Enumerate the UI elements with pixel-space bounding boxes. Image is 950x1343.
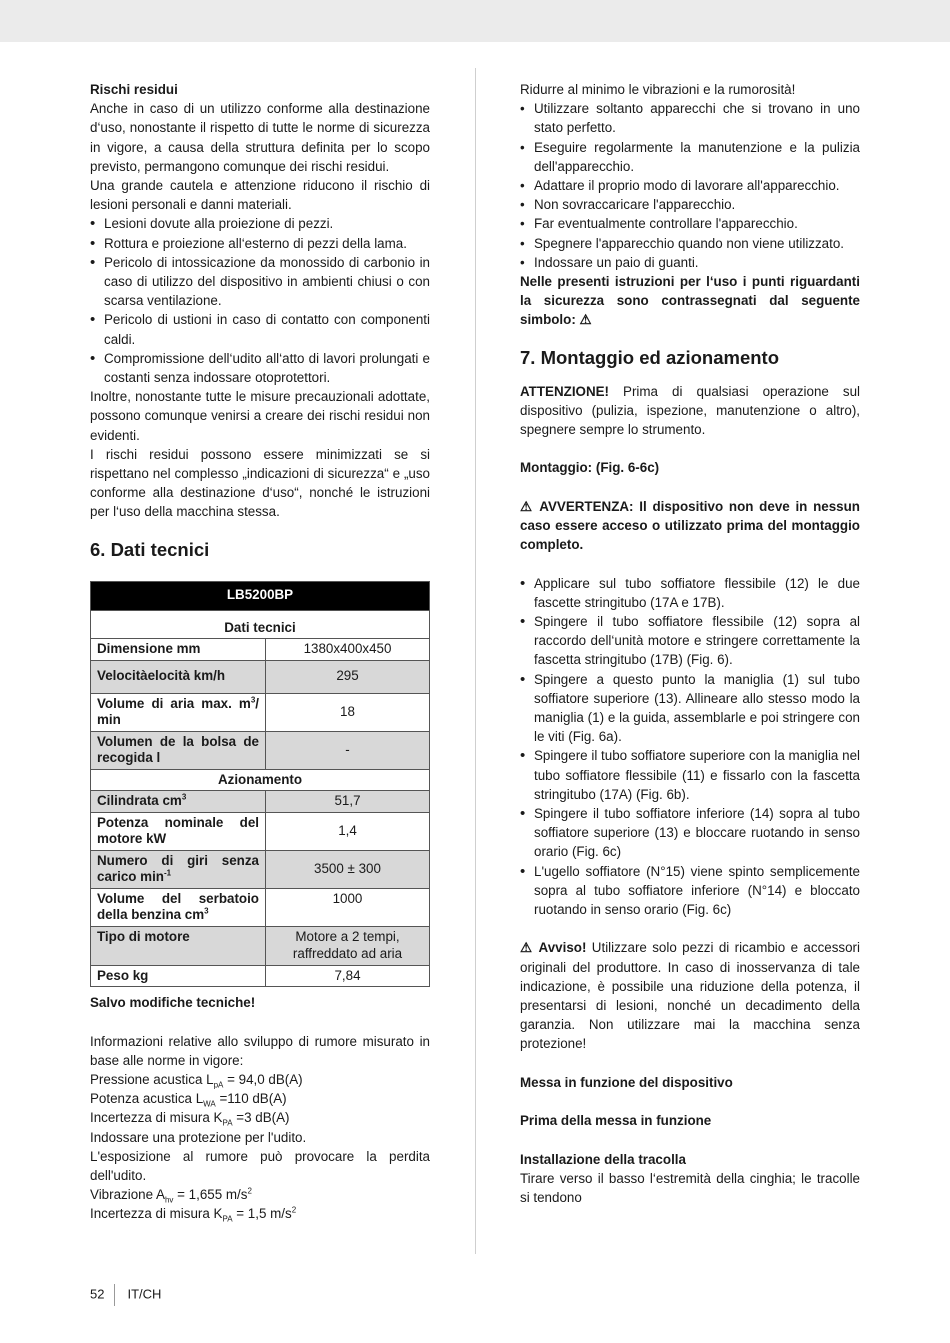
row-value: 18	[266, 693, 430, 731]
tech-changes-note: Salvo modifiche tecniche!	[90, 995, 256, 1011]
sound-pressure: Pressione acustica $L_{pA} = 94,0$ dB(A)	[90, 1071, 303, 1090]
strap-text: Tirare verso il basso l‘estremità della cinghia; le tracolle si tendono	[520, 1170, 860, 1206]
page-number: 52	[90, 1286, 105, 1302]
row-label: Dimensione mm	[91, 639, 266, 661]
assembly-step: • Applicare sul tubo soffiatore flessibile (12) le due fascette stringitubo (17A e 17B).	[520, 574, 860, 612]
risk-item: • Rottura e proiezione all‘esterno di pezzi della lama.	[90, 234, 430, 253]
noise-exposure: L'esposizione al rumore può provocare la perdita dell'udito.	[90, 1148, 430, 1183]
assembly-step: • Spingere a questo punto la maniglia (1) sul tubo soffiatore superiore (13). Allineare allo stesso modo la maniglia (1) e la guida, assemblarle e poi stringere con le viti (Fig. 6a).	[520, 670, 860, 747]
assembly-step: • L'ugello soffiatore (N°15) viene spinto semplicemente sopra al tubo soffiatore inferiore (N°14) e bloccato ruotando in senso orario (Fig. 6c)	[520, 862, 860, 920]
row-value: 1,4	[266, 812, 430, 850]
top-band	[0, 0, 950, 42]
table-row	[91, 888, 430, 926]
table-row	[91, 639, 430, 661]
tips-list	[520, 99, 860, 272]
row-value: -	[266, 731, 430, 769]
locale-code: IT/CH	[127, 1286, 162, 1302]
residual-paragraph-2: Una grande cautela e attenzione riducono il rischio di lesioni personali e danni materiali.	[90, 178, 430, 213]
row-label: Velocitàelocità km/h	[91, 660, 266, 693]
residual-risks-heading: Rischi residui	[90, 82, 178, 97]
sound-power: Potenza acustica $L_{WA} =110$ dB(A)	[90, 1091, 287, 1109]
left-column	[90, 80, 430, 1224]
tip-item: • Spegnere l'apparecchio quando non viene utilizzato.	[520, 234, 860, 253]
residual-paragraph-1: Anche in caso di un utilizzo conforme alla destinazione d‘uso, nonostante il rispetto di tutte le norme di sicurezza in vigore, a causa della struttura definita per lo scopo previsto, permangono comunque dei rischi residui.	[90, 101, 430, 174]
row-label: Potenza nominale del motore kW	[91, 812, 266, 850]
attention-paragraph: ATTENZIONE! Prima di qualsiasi operazione sul dispositivo (pulizia, ispezione, manutenzione o altro), spegnere sempre lo strumento.	[520, 383, 860, 438]
column-divider	[475, 68, 476, 1254]
row-label: Volume del serbatoio della benzina $cm^3$	[91, 888, 266, 926]
row-value: 295	[266, 660, 430, 693]
row-value: 1000	[266, 888, 430, 926]
risk-item: • Compromissione dell‘udito all‘atto di lavori prolungati e costanti senza indossare otoprotettori.	[90, 349, 430, 387]
uncertainty-vibration: Incertezza di misura $K_{PA} = 1,5$ $m/s^2$	[90, 1205, 297, 1225]
residual-paragraph-4: I rischi residui possono essere minimizzati se si rispettano nel complesso „indicazioni di sicurezza“ e „uso conforme alla destinazione d‘uso“, nonché le istruzioni per l‘uso della macchina stessa.	[90, 446, 430, 520]
commissioning-heading: Messa in funzione del dispositivo	[520, 1074, 733, 1090]
table-row	[91, 660, 430, 693]
strap-heading: Installazione della tracolla	[520, 1151, 686, 1167]
row-value: 7,84	[266, 965, 430, 987]
row-value: 3500 ± 300	[266, 850, 430, 888]
page-footer	[90, 1284, 161, 1306]
row-label: Volume di aria max. $m^3/$ min	[91, 693, 266, 731]
residual-paragraph-3: Inoltre, nonostante tutte le misure precauzionali adottate, possono comunque venirsi a creare dei rischi residui non evidenti.	[90, 389, 430, 443]
assembly-heading: Montaggio: (Fig. 6-6c)	[520, 460, 660, 476]
row-value: 1380x400x450	[266, 639, 430, 661]
risk-item: • Lesioni dovute alla proiezione di pezzi.	[90, 214, 430, 233]
uncertainty-noise: Incertezza di misura $K_{PA} =3$ dB(A)	[90, 1110, 290, 1129]
before-commissioning-heading: Prima della messa in funzione	[520, 1113, 712, 1129]
notice-paragraph: ⚠ Avviso! Utilizzare solo pezzi di ricambio e accessori originali del produttore. In caso di inosservanza di tale indicazione, è possibile una riduzione della potenza, il presentarsi di lesioni, nonché un decadimento della garanzia. Non utilizzare mai la macchina senza protezione!	[520, 940, 860, 1052]
table-row	[91, 850, 430, 888]
table-row	[91, 693, 430, 731]
table-row	[91, 965, 430, 987]
safety-symbol-note: Nelle presenti istruzioni per l‘uso i punti riguardanti la sicurezza sono contrassegnati dal seguente simbolo: ⚠	[520, 274, 860, 328]
reduce-vibration-heading: Ridurre al minimo le vibrazioni e la rumorosità!	[520, 82, 796, 97]
table-model-header: LB5200BP	[91, 581, 430, 610]
right-column	[520, 80, 860, 1207]
row-label: Peso kg	[91, 965, 266, 987]
table-section-azionamento: Azionamento	[91, 769, 430, 791]
table-section-dati: Dati tecnici	[91, 610, 430, 639]
tip-item: • Far eventualmente controllare l'apparecchio.	[520, 214, 860, 233]
assembly-step: • Spingere il tubo soffiatore flessibile (12) sopra al raccordo dell‘unità motore e stringere correttamente la fascetta stringitubo (17B) (Fig. 6).	[520, 612, 860, 670]
section-6-title: 6. Dati tecnici	[90, 538, 210, 560]
tip-item: • Indossare un paio di guanti.	[520, 253, 860, 272]
tip-item: • Non sovraccaricare l'apparecchio.	[520, 195, 860, 214]
row-label: Tipo di motore	[91, 926, 266, 965]
risk-item: • Pericolo di intossicazione da monossido di carbonio in caso di utilizzo del dispositivo in ambienti chiusi o con scarsa ventilazione.	[90, 253, 430, 311]
table-row	[91, 791, 430, 813]
ear-protection: Indossare una protezione per l'udito.	[90, 1129, 307, 1145]
table-row	[91, 731, 430, 769]
table-row	[91, 812, 430, 850]
assembly-step: • Spingere il tubo soffiatore inferiore (14) sopra al tubo soffiatore superiore (13) e bloccare ruotando in senso orario (Fig. 6c)	[520, 804, 860, 862]
row-value: 51,7	[266, 791, 430, 813]
row-value: Motore a 2 tempi, raffreddato ad aria	[266, 926, 430, 965]
assembly-steps	[520, 574, 860, 920]
noise-intro: Informazioni relative allo sviluppo di rumore misurato in base alle norme in vigore:	[90, 1033, 430, 1068]
assembly-warning: ⚠ AVVERTENZA: Il dispositivo non deve in nessun caso essere acceso o utilizzato prima del montaggio completo.	[520, 498, 860, 553]
footer-separator	[114, 1284, 115, 1306]
risk-item: • Pericolo di ustioni in caso di contatto con componenti caldi.	[90, 310, 430, 348]
row-label: Numero di giri senza carico $\min^{-1}$	[91, 850, 266, 888]
risk-list	[90, 214, 430, 387]
vibration: Vibrazione $A_{hv} = 1,655$ $m/s^2$	[90, 1186, 252, 1205]
section-7-title: 7. Montaggio ed azionamento	[520, 346, 780, 368]
tip-item: • Adattare il proprio modo di lavorare all'apparecchio.	[520, 176, 860, 195]
row-label: Cilindrata $cm^3$	[91, 791, 266, 813]
tech-data-table	[90, 581, 430, 988]
table-row	[91, 926, 430, 965]
assembly-step: • Spingere il tubo soffiatore superiore con la maniglia nel tubo soffiatore flessibile (11) e fissarlo con la fascetta stringitubo (17A) (Fig. 6b).	[520, 746, 860, 804]
row-label: Volumen de la bolsa de recogida l	[91, 731, 266, 769]
tip-item: • Utilizzare soltanto apparecchi che si trovano in uno stato perfetto.	[520, 99, 860, 137]
tip-item: • Eseguire regolarmente la manutenzione e la pulizia dell'apparecchio.	[520, 138, 860, 176]
